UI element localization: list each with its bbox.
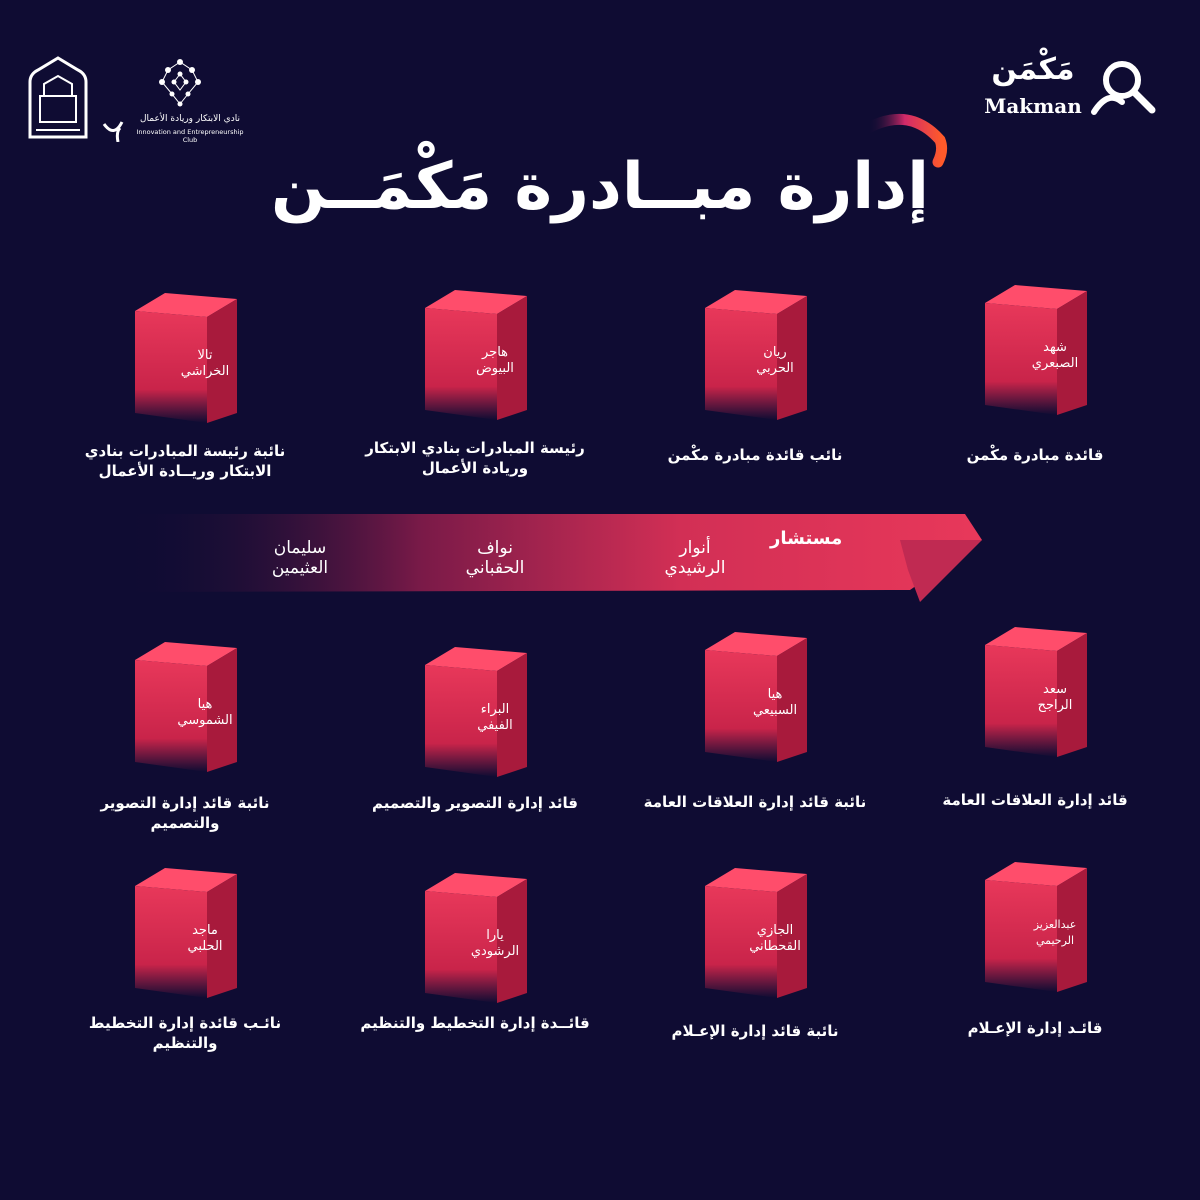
name-block (985, 627, 1095, 757)
name-block (135, 293, 245, 423)
brand-name-en: Makman (984, 94, 1082, 118)
name-block (425, 290, 535, 420)
member-role: نائبة قائد إدارة الإعـلام (671, 1022, 839, 1040)
club-name-en: Innovation and Entrepreneurship Club (136, 128, 244, 144)
member-name: هاجر البيوض (476, 345, 514, 376)
advisor-name: أنوار الرشيدي (664, 538, 726, 578)
member-name: ماجد الحلبي (187, 923, 223, 954)
name-block (985, 285, 1095, 415)
member-name: تالا الخراشي (180, 348, 230, 379)
partner-logos (22, 52, 252, 142)
member-name: هيا السبيعي (752, 687, 798, 718)
member-role: قائــدة إدارة التخطيط والتنظيم (360, 1014, 590, 1032)
member-role: نائبة قائد إدارة التصوير والتصميم (100, 794, 270, 832)
magnifier-icon (1088, 52, 1168, 132)
advisor-label: مستشار (770, 528, 843, 549)
lightbulb-network-icon (150, 52, 210, 112)
member-role: قائد إدارة التصوير والتصميم (372, 794, 578, 812)
name-block (425, 647, 535, 777)
member-name: ريان الحربي (756, 345, 794, 376)
brand-name-ar: مَكْمَن (991, 52, 1075, 87)
member-role: نائبة قائد إدارة العلاقات العامة (643, 793, 867, 811)
name-block (985, 862, 1095, 992)
name-block (705, 290, 815, 420)
name-block (425, 873, 535, 1003)
name-block (705, 632, 815, 762)
club-name-ar: نادي الابتكار وريادة الأعمال (140, 114, 240, 124)
member-name: عبدالعزيز الرحيمي (1033, 918, 1077, 947)
name-block (705, 868, 815, 998)
page-title: إدارة مبــادرة مَكْمَــن (271, 150, 929, 224)
name-block (135, 642, 245, 772)
member-role: نائبة رئيسة المبادرات بنادي الابتكار وريــادة الأعمال (84, 442, 286, 480)
advisor-name: نواف الحقباني (465, 538, 525, 578)
member-name: يارا الرشودي (470, 928, 520, 959)
member-role: قائد إدارة العلاقات العامة (942, 791, 1128, 809)
member-name: الجازي القحطاني (749, 923, 801, 954)
member-name: البراء الفيفي (477, 702, 513, 733)
advisor-name: سليمان العثيمين (271, 538, 329, 578)
member-name: هيا الشموسي (177, 697, 233, 728)
member-role: نائب قائدة مبادرة مكْمن (667, 446, 843, 464)
member-role: قائدة مبادرة مكْمن (966, 446, 1104, 464)
member-role: رئيسة المبادرات بنادي الابتكار وريادة الأعمال (365, 439, 585, 477)
member-role: نائـب قائدة إدارة التخطيط والتنظيم (88, 1014, 282, 1052)
makman-logo (978, 52, 1168, 132)
member-name: سعد الراجح (1037, 682, 1073, 713)
member-name: شهد الصبعري (1031, 340, 1079, 371)
name-block (135, 868, 245, 998)
member-role: قائـد إدارة الإعـلام (967, 1019, 1103, 1037)
